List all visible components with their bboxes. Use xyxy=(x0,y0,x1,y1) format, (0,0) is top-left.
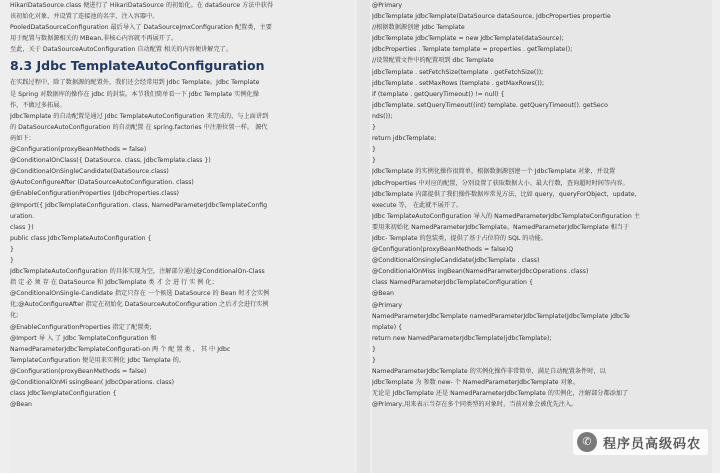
text-line: @Primary xyxy=(372,2,403,9)
watermark-text: 程序员高级码农 xyxy=(602,436,701,452)
text-line: if (template . getQueryTimeout() != null) { xyxy=(372,90,505,98)
text-line: PooledDataSourceConfiguration 最后导入了 DataSourceJmxConfiguration 配置类，主要 xyxy=(10,24,272,32)
text-line: @ConditionalOnClass({ DataSource. class, JdbcTemplate.class }) xyxy=(10,157,211,165)
text-line: return jdbcTemplate; xyxy=(372,135,437,143)
text-line: JdbcProperties 中对应的配置，分别设置了获取数据大小、最大行数，查询超时时间等内容。 xyxy=(372,179,629,187)
text-line: @ConditionalOnMiss ingBean(NamedParameterJdbcOperations .class) xyxy=(372,268,589,276)
text-line: 无论是 JdbcTemplate 还是 NamedParameterJdbcTemplate 的实例化，注解部分都添加了 xyxy=(372,390,629,398)
text-line: } xyxy=(10,256,14,264)
text-line: @Import({ JdbcTemplateConfiguration. class, NamedParameterJdbcTemplateConfig xyxy=(10,201,268,209)
text-line: return new NamedParameterJdbcTemplate(jdbcTemplate); xyxy=(372,334,552,342)
text-line: 作，不做过多拓展。 xyxy=(10,101,66,109)
text-line: NamedParameterJdbcTemplateConfigurati-on 两 个 配 置 类 ， 其 中 Jdbc xyxy=(10,345,231,353)
text-line: TemplateConfiguration 便是用来实例化 Jdbc Template 的。 xyxy=(10,356,186,364)
text-line: class }) xyxy=(10,223,34,231)
text-line: @Configuration(proxyBeanMethods = false) xyxy=(10,367,147,375)
text-line: JdbcTemplate jdbcTemplate = new JdbcTemplate(dataSource); xyxy=(372,35,564,43)
text-line: class JdbcTemplateConfiguration { xyxy=(10,390,117,398)
right-column xyxy=(372,0,712,473)
text-line: nds()); xyxy=(372,112,393,120)
right-column-body xyxy=(372,0,712,410)
text-line: @ConditionalOnSingle-Candidate 指定只存在 一个候选 DataSource 的 Bean 时才会实例 xyxy=(10,290,270,298)
text-line: //设置配置文件中的配置项到 dbc Template xyxy=(372,57,494,65)
text-line: JdbcProperties . Template template = properties . getTemplate(); xyxy=(372,46,573,54)
text-line: } xyxy=(372,124,376,132)
text-line: HikariDataSource.class 便进行了 HikariDataSource 的初始化。在 dataSource 方法中获得 xyxy=(10,2,274,9)
text-line: Jdbc- Template 的包装类，提供了基于占位符的 SQL 的功能。 xyxy=(372,234,548,242)
text-line: @Bean xyxy=(10,401,32,409)
text-line: uration. xyxy=(10,212,35,220)
text-line: execute 等， 在此就不展开了。 xyxy=(372,201,463,209)
text-line: @Primary xyxy=(372,301,403,309)
text-line: JdbcTemplateAutoConfiguration 的具体实现为空，注解部分通过@ConditionalOn-Class xyxy=(10,268,265,276)
text-line: jdbcTemplate . setMaxRows (template . getMaxRows()); xyxy=(372,79,545,87)
text-line: 要用来初始化 NamedParameterJdbcTemplate。NamedParameterJdbcTemplate 相当于 xyxy=(372,223,630,231)
text-line: @ConditionalOnSingleCandidate(DataSource.class) xyxy=(10,168,169,176)
text-line: 码如下： xyxy=(10,134,35,142)
text-line: jdbcTemplate . setFetchSize(template . getFetchSize()); xyxy=(372,68,544,76)
left-column xyxy=(10,0,355,473)
text-line: NamedParameterJdbcTemplate 的实例化操作非常简单，满足自动配置条件时，以 xyxy=(372,368,606,376)
text-line: 在实践过程中，除了数据源的配置外，我们还会经常用到 Jdbc Template。Jdbc Template xyxy=(10,79,260,87)
text-line: 是 Spring 对数据库的操作在 jdbc 的封装。本节我们简单看一下 Jdbc Template 实例化操 xyxy=(10,90,259,98)
text-line: JdbcTemplate 的实例化操作很简单，根据数据源创建一个 JdbcTemplate 对象，并设置 xyxy=(372,168,616,176)
text-line: } xyxy=(372,146,376,154)
text-line: @Primary,用来表示当存在多个同类型的对象时，当前对象会被优先注入。 xyxy=(372,401,578,409)
column-gutter xyxy=(357,0,370,473)
text-line: JdbcTemplate 为 参数 new- 个 NamedParameterJdbcTemplate 对象。 xyxy=(372,379,580,387)
text-line: 化;@AutoConfigureAfter 指定在初始化 DataSourceAutoConfiguration 之后才会进行实例 xyxy=(10,301,269,309)
text-line: @ConditionalOnMi ssingBean( JdbcOperations. class) xyxy=(10,379,175,386)
section-body xyxy=(10,77,355,410)
text-line: } xyxy=(372,345,376,353)
text-line: @AutoConfigureAfter (DataSourceAutoConfiguration. class) xyxy=(10,179,194,187)
text-line: JdbcTemplate 内部提供了我们操作数据库常见方法，比如 query，queryForObject，update， xyxy=(372,190,641,198)
section-heading: 8.3 Jdbc TemplateAutoConfiguration xyxy=(10,58,265,74)
text-line: 至此，关于 DataSourceAutoConfiguration 自动配置 相关的内容便讲解完了。 xyxy=(10,46,233,54)
text-line: @EnableConfigurationProperties 指定了配置类; xyxy=(10,323,152,331)
text-line: 用于配置与数据源相关的 MBean,非核心内容就不再展开了。 xyxy=(10,35,178,43)
text-line: @Import 导 入 了 Jdbc TemplateConfiguration 和 xyxy=(10,334,157,342)
text-line: NamedParameterJdbcTemplate namedParameterJdbcTemplate(JdbcTemplate jdbcTe xyxy=(372,312,630,320)
text-line: @Configuration(proxyBeanMethods = false)Q xyxy=(372,246,514,254)
wechat-icon: ✆ xyxy=(577,432,597,452)
text-line: @Bean xyxy=(372,290,394,298)
text-line: mplate) { xyxy=(372,323,403,331)
intro-paragraph xyxy=(10,0,355,55)
text-line: 的 DataSourceAutoConfiguration 的自动配置 在 spring.factories 中注册位置一样。 源代 xyxy=(10,123,268,131)
text-line: 指 定 必 须 存 在 DataSource 和 JdbcTemplate 类 才 会 进 行 实 例 化； xyxy=(10,279,218,287)
text-line: JdbcTemplate jdbcTemplate(DataSource dataSource, JdbcProperties propertie xyxy=(372,13,611,21)
text-line: @EnableConfigurationProperties (JdbcProperties.class) xyxy=(10,190,179,198)
text-line: //根据数据源创建 Jdbc Template xyxy=(372,24,465,32)
text-line: } xyxy=(10,245,14,253)
text-line: @ConditionalOnsingleCandidate(JdbcTemplate . class) xyxy=(372,257,540,265)
text-line: Jdbc TemplateAutoConfiguration 导入的 NamedParameterJdbcTemplateConfiguration 主 xyxy=(372,212,640,220)
text-line: } xyxy=(372,157,376,165)
text-line: public class JdbcTemplateAutoConfiguration { xyxy=(10,234,152,242)
text-line: } xyxy=(372,357,376,364)
text-line: JdbcTemplate 的自动配置是通过 Jdbc TemplateAutoConfiguration 来完成的，与上面讲到 xyxy=(10,112,269,120)
text-line: jdbcTemplate. setQueryTimeout((int) template. getQueryTimeout(). getSeco xyxy=(372,101,608,109)
text-line: 该初始化对象，并设置了连接池的名字，注入容器中。 xyxy=(10,13,159,21)
text-line: 化; xyxy=(10,312,19,320)
text-line: @Configuration(proxyBeanMethods = false) xyxy=(10,146,147,154)
watermark xyxy=(573,429,708,455)
text-line: class NamedParameterJdbcTemplateConfiguration { xyxy=(372,279,533,287)
